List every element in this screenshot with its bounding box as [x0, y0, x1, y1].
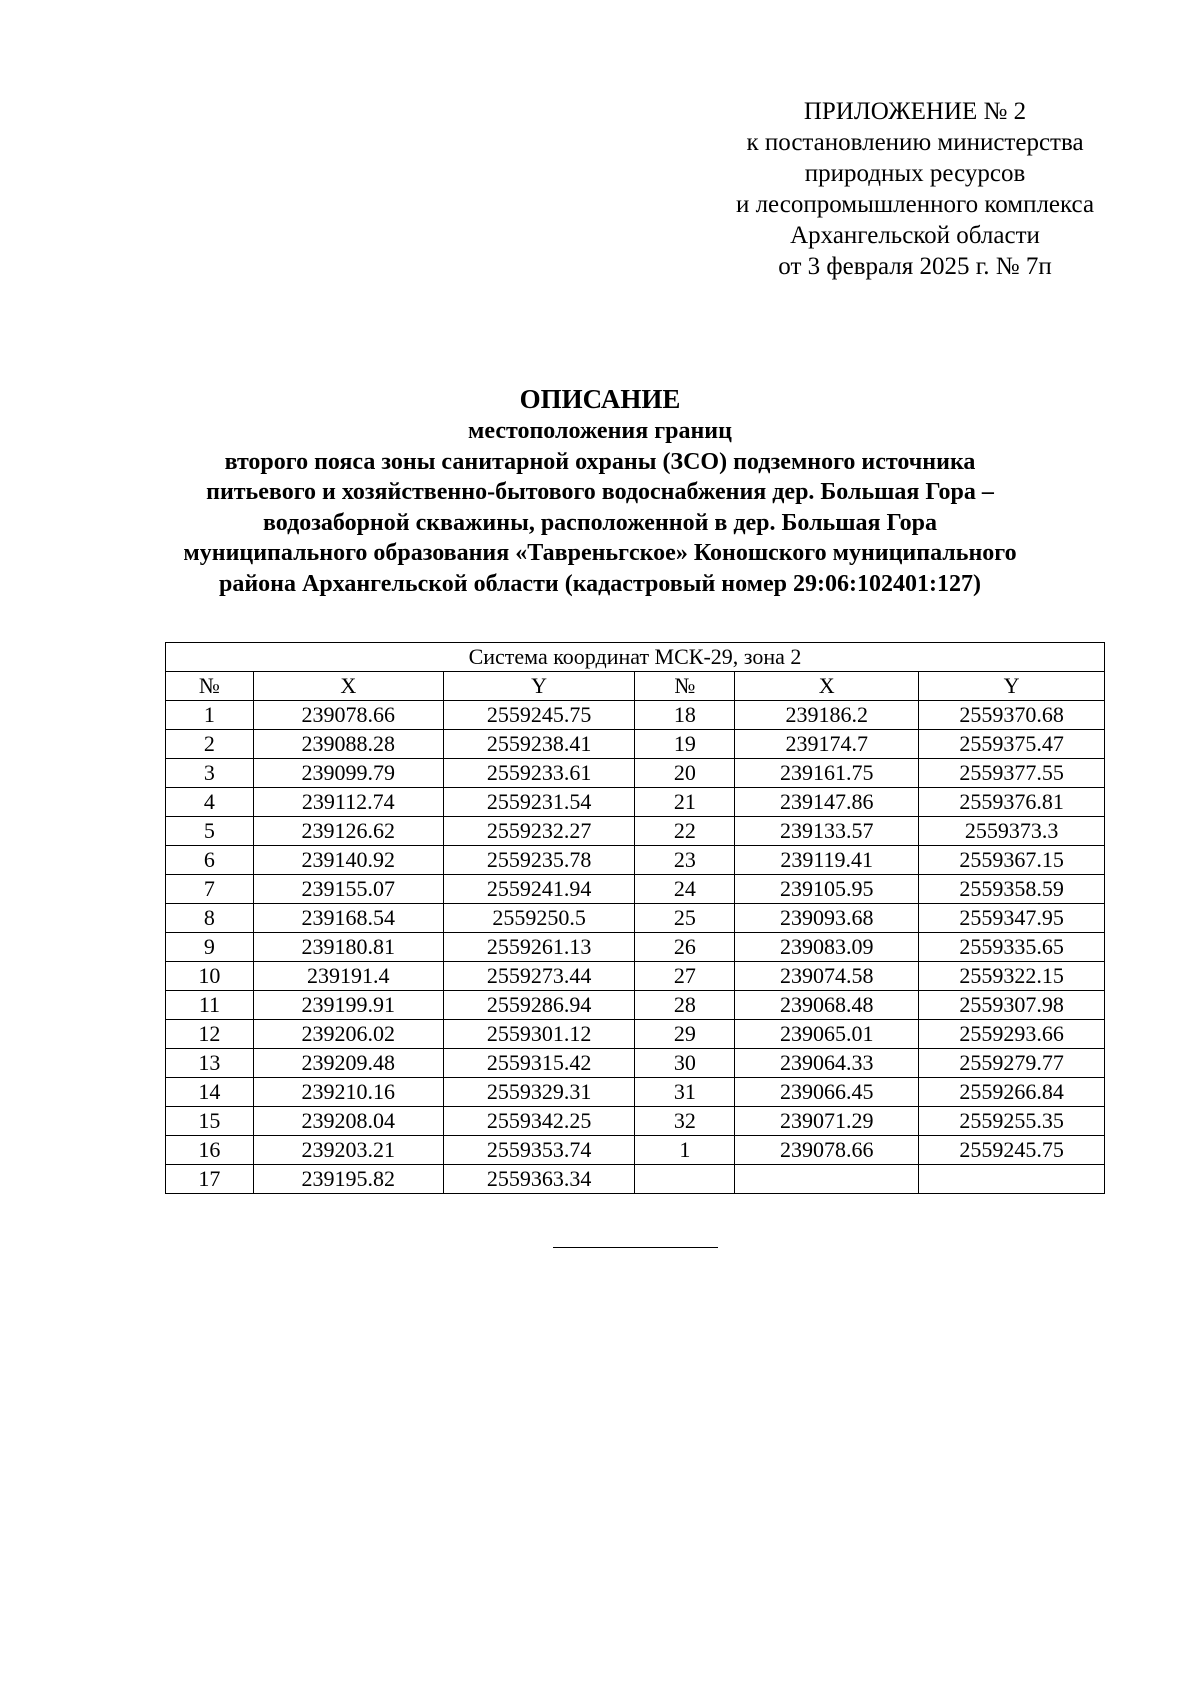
- table-cell: 2559250.5: [443, 904, 635, 933]
- table-cell: 2559241.94: [443, 875, 635, 904]
- table-cell: 239065.01: [735, 1020, 919, 1049]
- table-cell: 11: [166, 991, 254, 1020]
- table-cell: 24: [635, 875, 735, 904]
- table-cell: 2559293.66: [919, 1020, 1105, 1049]
- table-cell: 10: [166, 962, 254, 991]
- table-cell: 2559342.25: [443, 1107, 635, 1136]
- table-cell: 2559261.13: [443, 933, 635, 962]
- table-cell: 239195.82: [253, 1165, 443, 1194]
- table-cell: 20: [635, 759, 735, 788]
- table-cell: 239074.58: [735, 962, 919, 991]
- table-cell: 22: [635, 817, 735, 846]
- table-cell: 17: [166, 1165, 254, 1194]
- column-header: №: [166, 672, 254, 701]
- table-body: [166, 701, 1105, 1194]
- table-cell: 2559238.41: [443, 730, 635, 759]
- table-row: [166, 846, 1105, 875]
- table-cell: 239174.7: [735, 730, 919, 759]
- table-cell: 2559367.15: [919, 846, 1105, 875]
- table-row: [166, 730, 1105, 759]
- table-cell: 2559245.75: [919, 1136, 1105, 1165]
- title-main: ОПИСАНИЕ: [519, 384, 681, 414]
- appendix-header: [720, 96, 1110, 282]
- table-cell: 239093.68: [735, 904, 919, 933]
- table-cell: 2559358.59: [919, 875, 1105, 904]
- table-cell: 29: [635, 1020, 735, 1049]
- table-cell: 21: [635, 788, 735, 817]
- appendix-date: от 3 февраля 2025 г. № 7п: [778, 253, 1052, 280]
- table-row: [166, 933, 1105, 962]
- table-cell: 2559266.84: [919, 1078, 1105, 1107]
- table-cell: 13: [166, 1049, 254, 1078]
- appendix-line: Архангельской области: [790, 222, 1040, 249]
- table-cell: 239203.21: [253, 1136, 443, 1165]
- table-cell: 26: [635, 933, 735, 962]
- table-cell: 2559335.65: [919, 933, 1105, 962]
- table-cell: [735, 1165, 919, 1194]
- table-cell: 239199.91: [253, 991, 443, 1020]
- title-line: второго пояса зоны санитарной охраны (ЗСО) подземного источника: [224, 448, 976, 475]
- table-cell: 3: [166, 759, 254, 788]
- table-cell: 8: [166, 904, 254, 933]
- table-cell: 27: [635, 962, 735, 991]
- table-cell: 239191.4: [253, 962, 443, 991]
- table-row: [166, 817, 1105, 846]
- table-row: [166, 1020, 1105, 1049]
- table-cell: 2559363.34: [443, 1165, 635, 1194]
- table-cell: 2559315.42: [443, 1049, 635, 1078]
- table-cell: 239105.95: [735, 875, 919, 904]
- table-cell: 2559353.74: [443, 1136, 635, 1165]
- table-row: [166, 1078, 1105, 1107]
- table-cell: 2559255.35: [919, 1107, 1105, 1136]
- table-cell: 239161.75: [735, 759, 919, 788]
- table-cell: [919, 1165, 1105, 1194]
- table-row: [166, 1165, 1105, 1194]
- table-row: [166, 701, 1105, 730]
- table-cell: 2559376.81: [919, 788, 1105, 817]
- table-cell: 239083.09: [735, 933, 919, 962]
- table-cell: 2559373.3: [919, 817, 1105, 846]
- table-cell: 14: [166, 1078, 254, 1107]
- table-cell: 2559235.78: [443, 846, 635, 875]
- table-cell: 239168.54: [253, 904, 443, 933]
- table-cell: 239186.2: [735, 701, 919, 730]
- column-header: X: [735, 672, 919, 701]
- table-row: [166, 1107, 1105, 1136]
- table-row: [166, 991, 1105, 1020]
- table-cell: 239140.92: [253, 846, 443, 875]
- table-cell: 32: [635, 1107, 735, 1136]
- table-cell: 239210.16: [253, 1078, 443, 1107]
- table-cell: 239147.86: [735, 788, 919, 817]
- table-cell: 15: [166, 1107, 254, 1136]
- table-cell: 239099.79: [253, 759, 443, 788]
- table-cell: 239180.81: [253, 933, 443, 962]
- table-cell: 2559370.68: [919, 701, 1105, 730]
- table-cell: 2559347.95: [919, 904, 1105, 933]
- column-header: X: [253, 672, 443, 701]
- table-cell: 30: [635, 1049, 735, 1078]
- table-row: [166, 759, 1105, 788]
- table-cell: 239126.62: [253, 817, 443, 846]
- table-cell: 1: [166, 701, 254, 730]
- table-cell: 239209.48: [253, 1049, 443, 1078]
- table-cell: 2559307.98: [919, 991, 1105, 1020]
- table-cell: 2559245.75: [443, 701, 635, 730]
- table-cell: 239119.41: [735, 846, 919, 875]
- table-cell: 239155.07: [253, 875, 443, 904]
- table-cell: 9: [166, 933, 254, 962]
- table-row: [166, 962, 1105, 991]
- table-row: [166, 904, 1105, 933]
- table-cell: 28: [635, 991, 735, 1020]
- appendix-number: ПРИЛОЖЕНИЕ № 2: [803, 98, 1027, 125]
- table-cell: 2559273.44: [443, 962, 635, 991]
- table-cell: 239208.04: [253, 1107, 443, 1136]
- appendix-line: и лесопромышленного комплекса: [735, 191, 1095, 218]
- table-cell: 2559375.47: [919, 730, 1105, 759]
- table-cell: 239066.45: [735, 1078, 919, 1107]
- table-cell: 7: [166, 875, 254, 904]
- column-header: №: [635, 672, 735, 701]
- table-row: [166, 788, 1105, 817]
- table-cell: [635, 1165, 735, 1194]
- title-line: района Архангельской области (кадастровый номер 29:06:102401:127): [218, 570, 981, 597]
- table-cell: 1: [635, 1136, 735, 1165]
- title-line: муниципального образования «Тавреньгское» Коношского муниципального: [183, 540, 1017, 566]
- table-cell: 2559233.61: [443, 759, 635, 788]
- end-divider: [553, 1247, 718, 1248]
- table-cell: 4: [166, 788, 254, 817]
- table-cell: 25: [635, 904, 735, 933]
- table-cell: 23: [635, 846, 735, 875]
- column-header: Y: [443, 672, 635, 701]
- table-cell: 2559301.12: [443, 1020, 635, 1049]
- table-cell: 19: [635, 730, 735, 759]
- document-title: [100, 382, 1100, 599]
- table-cell: 239064.33: [735, 1049, 919, 1078]
- table-cell: 239078.66: [735, 1136, 919, 1165]
- table-header-row: [166, 672, 1105, 701]
- appendix-line: природных ресурсов: [804, 160, 1026, 187]
- table-cell: 5: [166, 817, 254, 846]
- title-line: питьевого и хозяйственно-бытового водоснабжения дер. Большая Гора –: [206, 479, 994, 505]
- coordinates-table: [165, 642, 1105, 1194]
- title-line: водозаборной скважины, расположенной в дер. Большая Гора: [263, 509, 937, 536]
- title-line: местоположения границ: [468, 418, 732, 444]
- table-cell: 12: [166, 1020, 254, 1049]
- table-cell: 239078.66: [253, 701, 443, 730]
- table-cell: 2559377.55: [919, 759, 1105, 788]
- table-cell: 2559231.54: [443, 788, 635, 817]
- column-header: Y: [919, 672, 1105, 701]
- table-cell: 2559322.15: [919, 962, 1105, 991]
- table-cell: 31: [635, 1078, 735, 1107]
- table-cell: 18: [635, 701, 735, 730]
- table-cell: 2559279.77: [919, 1049, 1105, 1078]
- table-cell: 239071.29: [735, 1107, 919, 1136]
- table-cell: 2: [166, 730, 254, 759]
- table-cell: 239133.57: [735, 817, 919, 846]
- table-cell: 2559329.31: [443, 1078, 635, 1107]
- table-cell: 239068.48: [735, 991, 919, 1020]
- table-row: [166, 875, 1105, 904]
- appendix-line: к постановлению министерства: [746, 129, 1084, 156]
- table-cell: 2559232.27: [443, 817, 635, 846]
- table-cell: 239206.02: [253, 1020, 443, 1049]
- table-cell: 239112.74: [253, 788, 443, 817]
- table-row: [166, 1136, 1105, 1165]
- table-cell: 16: [166, 1136, 254, 1165]
- table-cell: 6: [166, 846, 254, 875]
- table-cell: 239088.28: [253, 730, 443, 759]
- table-cell: 2559286.94: [443, 991, 635, 1020]
- table-caption: Система координат МСК-29, зона 2: [166, 643, 1105, 672]
- table-row: [166, 1049, 1105, 1078]
